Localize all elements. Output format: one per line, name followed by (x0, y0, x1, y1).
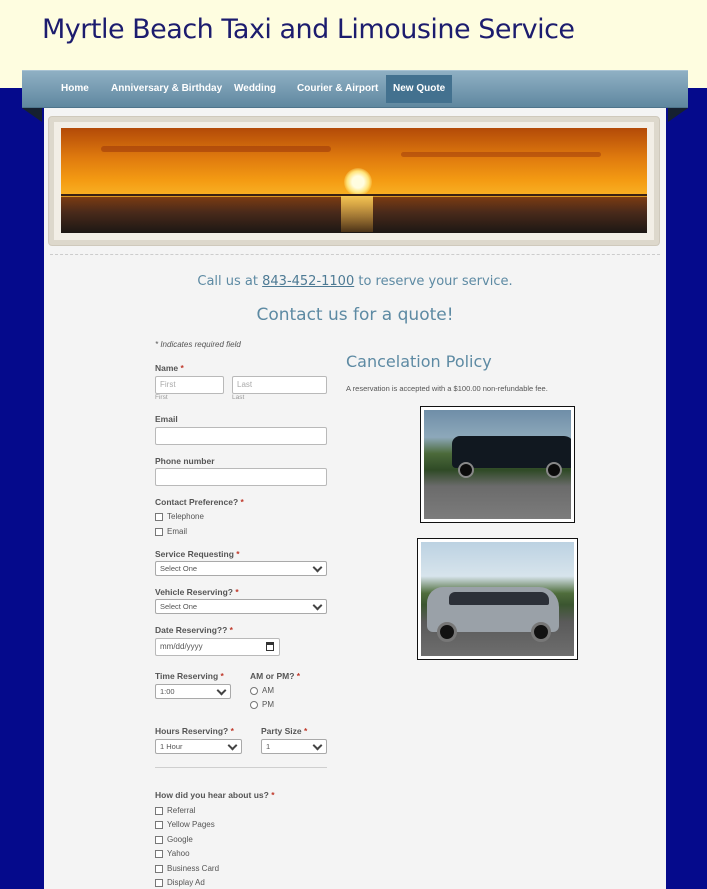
sunset-banner-image (61, 128, 647, 233)
first-sub-label: First (155, 394, 168, 401)
nav-wedding[interactable]: Wedding (234, 83, 277, 94)
vehicle-select[interactable]: Select One (155, 599, 327, 614)
wheel (437, 622, 457, 642)
required-note: * Indicates required field (155, 340, 241, 349)
date-label: Date Reserving?? * (155, 625, 233, 635)
limousine-image (424, 410, 571, 519)
date-input[interactable]: mm/dd/yyyy (155, 638, 280, 656)
nav-fold-right (668, 108, 688, 122)
nav-home[interactable]: Home (61, 83, 89, 94)
contact-pref-label: Contact Preference? * (155, 497, 244, 507)
heard-yahoo[interactable]: Yahoo (155, 849, 190, 859)
banner-reflection (341, 196, 373, 232)
time-label: Time Reserving * (155, 671, 224, 681)
chevron-down-icon (228, 741, 238, 751)
checkbox[interactable] (155, 879, 163, 887)
checkbox[interactable] (155, 513, 163, 521)
radio-button[interactable] (250, 687, 258, 695)
main-navigation (22, 70, 688, 108)
email-input[interactable] (155, 427, 327, 445)
last-sub-label: Last (232, 394, 245, 401)
site-title[interactable]: Myrtle Beach Taxi and Limousine Service (42, 14, 575, 45)
checkbox[interactable] (155, 528, 163, 536)
banner-cloud (101, 146, 331, 152)
nav-fold-left (22, 108, 42, 122)
form-divider (155, 767, 327, 768)
phone-link[interactable]: 843-452-1100 (262, 274, 355, 289)
phone-input[interactable] (155, 468, 327, 486)
contact-pref-telephone[interactable]: Telephone (155, 512, 204, 522)
heard-google[interactable]: Google (155, 835, 193, 845)
wheel (531, 622, 551, 642)
contact-pref-email[interactable]: Email (155, 527, 187, 537)
call-prefix: Call us at (197, 274, 258, 289)
heard-display-ad[interactable]: Display Ad (155, 878, 205, 888)
last-name-input[interactable]: Last (232, 376, 327, 394)
service-select[interactable]: Select One (155, 561, 327, 576)
party-size-select[interactable]: 1 (261, 739, 327, 754)
minivan-windows (449, 592, 549, 605)
ampm-am[interactable]: AM (250, 686, 274, 696)
call-suffix: to reserve your service. (358, 274, 513, 289)
ampm-pm[interactable]: PM (250, 700, 274, 710)
nav-courier-airport[interactable]: Courier & Airport (297, 83, 379, 94)
limousine-photo (420, 406, 575, 523)
hours-label: Hours Reserving? * (155, 726, 234, 736)
checkbox[interactable] (155, 807, 163, 815)
chevron-down-icon (217, 686, 227, 696)
divider (50, 254, 660, 255)
ampm-label: AM or PM? * (250, 671, 301, 681)
wheel (546, 462, 562, 478)
hours-select[interactable]: 1 Hour (155, 739, 242, 754)
heard-referral[interactable]: Referral (155, 806, 195, 816)
nav-anniversary-birthday[interactable]: Anniversary & Birthday (111, 83, 223, 94)
cancelation-policy-text: A reservation is accepted with a $100.00 non-refundable fee. (346, 384, 548, 393)
calendar-icon[interactable] (266, 642, 274, 651)
phone-label: Phone number (155, 456, 215, 466)
checkbox[interactable] (155, 865, 163, 873)
minivan-photo (417, 538, 578, 660)
checkbox[interactable] (155, 836, 163, 844)
minivan-image (421, 542, 574, 656)
heard-label: How did you hear about us? * (155, 790, 275, 800)
nav-new-quote[interactable]: New Quote (386, 75, 452, 103)
call-us-text (44, 274, 666, 289)
name-label: Name * (155, 363, 184, 373)
banner-cloud (401, 152, 601, 157)
wheel (458, 462, 474, 478)
heard-yellow-pages[interactable]: Yellow Pages (155, 820, 215, 830)
time-select[interactable]: 1:00 (155, 684, 231, 699)
first-name-input[interactable]: First (155, 376, 224, 394)
service-label: Service Requesting * (155, 549, 240, 559)
chevron-down-icon (313, 741, 323, 751)
email-label: Email (155, 414, 178, 424)
radio-button[interactable] (250, 701, 258, 709)
party-size-label: Party Size * (261, 726, 308, 736)
chevron-down-icon (313, 563, 323, 573)
checkbox[interactable] (155, 850, 163, 858)
contact-heading: Contact us for a quote! (256, 305, 454, 325)
checkbox[interactable] (155, 821, 163, 829)
heard-business-card[interactable]: Business Card (155, 864, 219, 874)
chevron-down-icon (313, 601, 323, 611)
cancelation-policy-heading: Cancelation Policy (346, 352, 492, 371)
vehicle-label: Vehicle Reserving? * (155, 587, 239, 597)
banner-sun (344, 168, 372, 196)
